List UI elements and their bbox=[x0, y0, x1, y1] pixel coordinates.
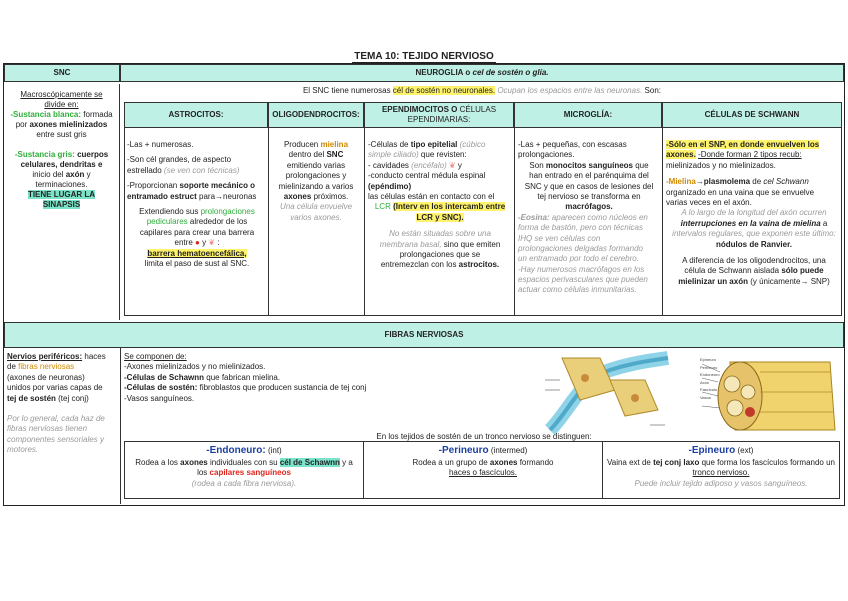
ependimocitos-content: -Células de tipo epitelial (cúbico simple ciliado) que revisten: - cavidades (encéfalo) ❦ y -conducto central médula espinal (epéndimo) las células están en contacto con el LCR (Interv en los intercamb entre LCR y SNC). No están situadas sobre una membrana basal, sino que emiten prolongaciones que se entremezclan con los astrocitos. bbox=[368, 140, 506, 270]
blood-drop-icon: ● bbox=[195, 238, 200, 248]
divider bbox=[120, 348, 121, 504]
astrocitos-content: -Las + numerosas. -Son cél grandes, de aspecto estrellado (se ven con técnicas) -Proporcionan soporte mecánico o entramado estruct para→neuronas Extendiendo sus prolongaciones pediculares alrededor de los capilares para crear una barrera entre ● y ❦ : barrera hematoencefálica, limita el paso de sust al SNC. bbox=[127, 140, 257, 268]
oligo-header: OLIGODENDROCITOS: bbox=[268, 102, 364, 128]
oligo-content: Producen mielina dentro del SNC emitiendo varias prolongaciones y mielinizando a varios axones próximos. Una célula envuelve varios axones. bbox=[278, 140, 354, 222]
figure-labels: Epineuro Perineuro Endoneuro Axón Fascículo Vasos bbox=[700, 357, 720, 400]
divider bbox=[602, 441, 603, 499]
microglia-header: MICROGLÍA: bbox=[514, 102, 662, 128]
astrocitos-header: ASTROCITOS: bbox=[124, 102, 268, 128]
divider bbox=[363, 441, 364, 499]
ependimocitos-header: EPENDIMOCITOS O CÉLULAS EPENDIMARIAS: bbox=[364, 102, 514, 128]
divider bbox=[662, 128, 663, 316]
perineuro-cell: -Perineuro (intermed) Rodea a un grupo de axones formando haces o fascículos. bbox=[412, 445, 554, 478]
page-title: TEMA 10: TEJIDO NERVIOSO bbox=[354, 51, 494, 62]
neuroglia-intro: El SNC tiene numerosas cél de sostén no neuronales. Ocupan los espacios entre las neuronas. Son: bbox=[302, 86, 662, 95]
snc-header: SNC bbox=[4, 64, 120, 82]
microglia-content: -Las + pequeñas, con escasas prolongaciones. Son monocitos sanguíneos que han entrado en el parénquima del SNC y que en casos de lesiones del tej nervioso se transforma en macrófagos. -Eosina: aparecen como núcleos en forma de bastón, pero con técnicas IHQ se ven células con prolongaciones delgadas formando un entramado por todo el cerebro. -Hay numerosos macrófagos en los espacios perivasculares que pueden actuar como células inmunitarias. bbox=[518, 140, 654, 295]
nervios-perifericos: Nervios periféricos: haces de fibras nerviosas (axones de neuronas) unidos por varias capas de tej de sostén (tej conj) Por lo general, cada haz de fibras nerviosas tienen componentes sensoriales y motores. bbox=[7, 352, 106, 455]
endoneuro-cell: -Endoneuro: (int) Rodea a los axones individuales con su cél de Schawnn y a los capilares sanguíneos (rodea a cada fibra nerviosa). bbox=[135, 445, 353, 489]
fibras-header: FIBRAS NERVIOSAS bbox=[4, 322, 844, 348]
schwann-content: -Sólo en el SNP, en donde envuelven los axones. -Donde forman 2 tipos recub: mielinizados y no mielinizados. -Mielina→plasmolema de cel Schwann organizado en una vaina que se envuelve varias veces en el axón. A lo largo de la longitud del axón ocurren interrupciones en la vaina de mielina a intervalos regulares, que exponen este último: nódulos de Ranvier. A diferencia de los oligodendrocitos, una célula de Schwann aislada sólo puede mielinizar un axón (y únicamente→ SNP) bbox=[666, 140, 836, 286]
composicion: Se componen de: -Axones mielinizados y no mielinizados. -Células de Schawnn que fabrican mielina. -Células de sostén: fibroblastos que producen sustancia de tej conj -Vasos sanguíneos. bbox=[124, 352, 367, 403]
snc-column: Macroscópicamente se divide en: -Sustancia blanca: formada por axones mielinizados entre sust gris -Sustancia gris: cuerpos celulares, dendritas e inicio del axón y terminaciones. TIENE LUGAR LA SINAPSIS bbox=[4, 84, 120, 320]
divider bbox=[364, 128, 365, 316]
brain-icon: ❦ bbox=[448, 160, 456, 170]
nerve-fiber-illustration bbox=[540, 350, 670, 438]
brain-icon: ❦ bbox=[208, 238, 216, 248]
neuroglia-header: NEUROGLIA o cel de sostén o glía. bbox=[120, 64, 844, 82]
epineuro-cell: -Epineuro (ext) Vaina ext de tej conj laxo que forma los fascículos formando un tronco nervioso. Puede incluir tejido adiposo y vasos sanguíneos. bbox=[607, 445, 835, 489]
divider bbox=[514, 128, 515, 316]
schwann-header: CÉLULAS DE SCHWANN bbox=[662, 102, 842, 128]
distinguen-text: En los tejidos de sostén de un tronco nervioso se distinguen: bbox=[376, 432, 592, 441]
